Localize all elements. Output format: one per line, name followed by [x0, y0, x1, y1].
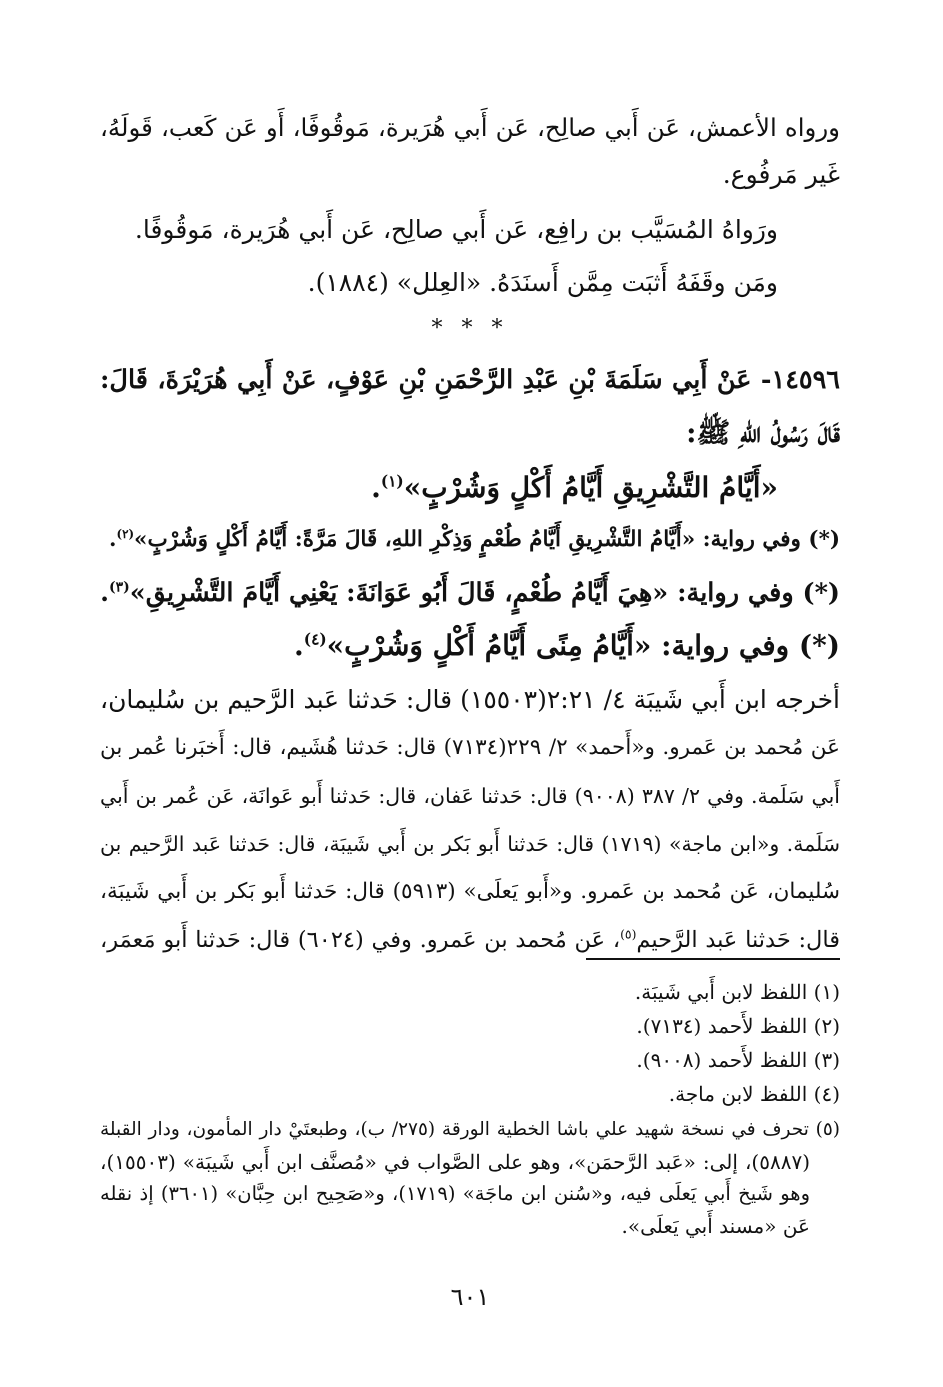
page-number: ٦٠١: [450, 1283, 490, 1311]
footnote-ref-5: (٥): [620, 927, 637, 942]
hadith-text-3: [100, 573, 840, 613]
intro-line-3: ورَواهُ المُسَيَّب بن رافِع، عَن أَبي صالِح، عَن أَبي هُرَيرة، مَوقُوفًا.: [134, 215, 778, 244]
takhrij-line-4: سَلَمة. و«ابن ماجة» (١٧١٩) قال: حَدثنا أَبو بَكر بن أَبي شَيبَة، قال: حَدثنا عَبد الرَّحيم بن: [100, 832, 841, 856]
hadith-text-3-end: .: [100, 578, 109, 608]
hadith-text-4: [100, 626, 840, 666]
footnote-5-line-1: (٥) تحرف في نسخة شهيد علي باشا الخطية الورقة (٢٧٥/ ب)، وطبعتَيْ دار المأمون، ودار القبلة: [100, 1119, 840, 1140]
footnote-4: (٤) اللفظ لابن ماجة.: [668, 1082, 840, 1106]
hadith-text-4-body: (*) وفي رواية: «أَيَّامُ مِنًى أَيَّامُ أَكْلٍ وَشُرْبٍ»: [326, 629, 840, 662]
hadith-text-1-end: .: [371, 471, 381, 504]
takhrij-line-3: أَبي سَلَمة. وفي ٢/ ٣٨٧ (٩٠٠٨) قال: حَدثنا عَفان، قال: حَدثنا أَبو عَوانَة، عَن عُمر بن أَبي: [100, 784, 840, 808]
intro-line-1: ورواه الأعمش، عَن أَبي صالِح، عَن أَبي هُرَيرة، مَوقُوفًا، أَو عَن كَعب، قَولَهُ،: [100, 113, 840, 142]
book-page: [100, 108, 840, 1368]
hadith-text-1-body: «أَيَّامُ التَّشْرِيقِ أَيَّامُ أَكْلٍ وَشُرْبٍ»: [403, 471, 778, 504]
takhrij-line-6-start: قال: حَدثنا عَبد الرَّحيم: [636, 927, 841, 953]
footnote-ref-1: (١): [380, 472, 404, 491]
takhrij-line-1: أخرجه ابن أَبي شَيبَة ٤/ ٢:٢١(١٥٥٠٣) قال: حَدثنا عَبد الرَّحيم بن سُليمان،: [100, 685, 841, 714]
takhrij-line-6-end: ، عَن مُحمد بن عَمرو. وفي (٦٠٢٤) قال: حَدثنا أَبو مَعمَر،: [100, 927, 621, 953]
intro-line-2: غَير مَرفُوع.: [722, 160, 840, 189]
footnote-ref-2: (٢): [116, 526, 135, 541]
footnote-5-line-3: وهو شَيخ أَبي يَعلَى فيه، و«سُنن ابن ماجَة» (١٧١٩)، و«صَحِيح ابن حِبَّان» (٣٦٠١) إذ نقله: [100, 1182, 811, 1205]
footnote-divider: [586, 958, 840, 960]
hadith-text-2-body: (*) وفي رواية: «أَيَّامُ التَّشْرِيقِ أَيَّامُ طُعْمٍ وَذِكْرِ اللهِ، قَالَ مَرَّةً: أَيَّامُ أَكْلٍ وَشُرْبٍ»: [134, 527, 840, 552]
footnote-ref-4: (٤): [303, 630, 327, 649]
footnote-5-line-4: عَن «مسند أَبي يَعلَى».: [621, 1214, 810, 1238]
hadith-text-3-body: (*) وفي رواية: «هِيَ أَيَّامُ طُعْمٍ، قَالَ أَبُو عَوَانَةَ: يَعْنِي أَيَّامَ التَّشْرِيقِ»: [129, 578, 840, 608]
footnote-2: (٢) اللفظ لأَحمد (٧١٣٤).: [636, 1014, 840, 1038]
intro-line-4: ومَن وقَفَهُ أَثبَت مِمَّن أَسنَدَهُ. «العِلل» (١٨٨٤).: [307, 268, 778, 297]
footnote-3: (٣) اللفظ لأَحمد (٩٠٠٨).: [636, 1048, 840, 1072]
hadith-text-4-end: .: [294, 629, 304, 662]
takhrij-line-6: [100, 920, 840, 960]
footnote-5-line-2: (٥٨٨٧)، إلى: «عَبد الرَّحمَن»، وهو على الصَّواب في «مُصنَّف ابن أَبي شَيبَة» (١٥٥٠٣)،: [100, 1150, 810, 1174]
takhrij-line-2: عَن مُحمد بن عَمرو. و«أَحمد» ٢/ ٢٢٩(٧١٣٤) قال: حَدثنا هُشَيم، قال: أَخبَرنا عُمر بن: [100, 735, 841, 760]
hadith-heading-line-2: قَالَ رَسُولُ اللهِ ﷺ:: [686, 416, 840, 449]
section-separator: * * *: [431, 316, 509, 341]
hadith-heading-line-1: ١٤٥٩٦- عَنْ أَبِي سَلَمَةَ بْنِ عَبْدِ الرَّحْمَنِ بْنِ عَوْفٍ، عَنْ أَبِي هُرَيْرَةَ، قَالَ:: [100, 365, 840, 395]
takhrij-line-5: سُليمان، عَن مُحمد بن عَمرو. و«أَبو يَعلَى» (٥٩١٣) قال: حَدثنا أَبو بَكر بن أَبي شَيبَة،: [100, 879, 840, 904]
footnote-ref-3: (٣): [108, 579, 130, 596]
hadith-text-1: [100, 468, 778, 508]
footnote-1: (١) اللفظ لابن أَبي شَيبَة.: [634, 980, 840, 1004]
hadith-text-2: [100, 520, 840, 560]
hadith-text-2-end: .: [109, 527, 117, 552]
